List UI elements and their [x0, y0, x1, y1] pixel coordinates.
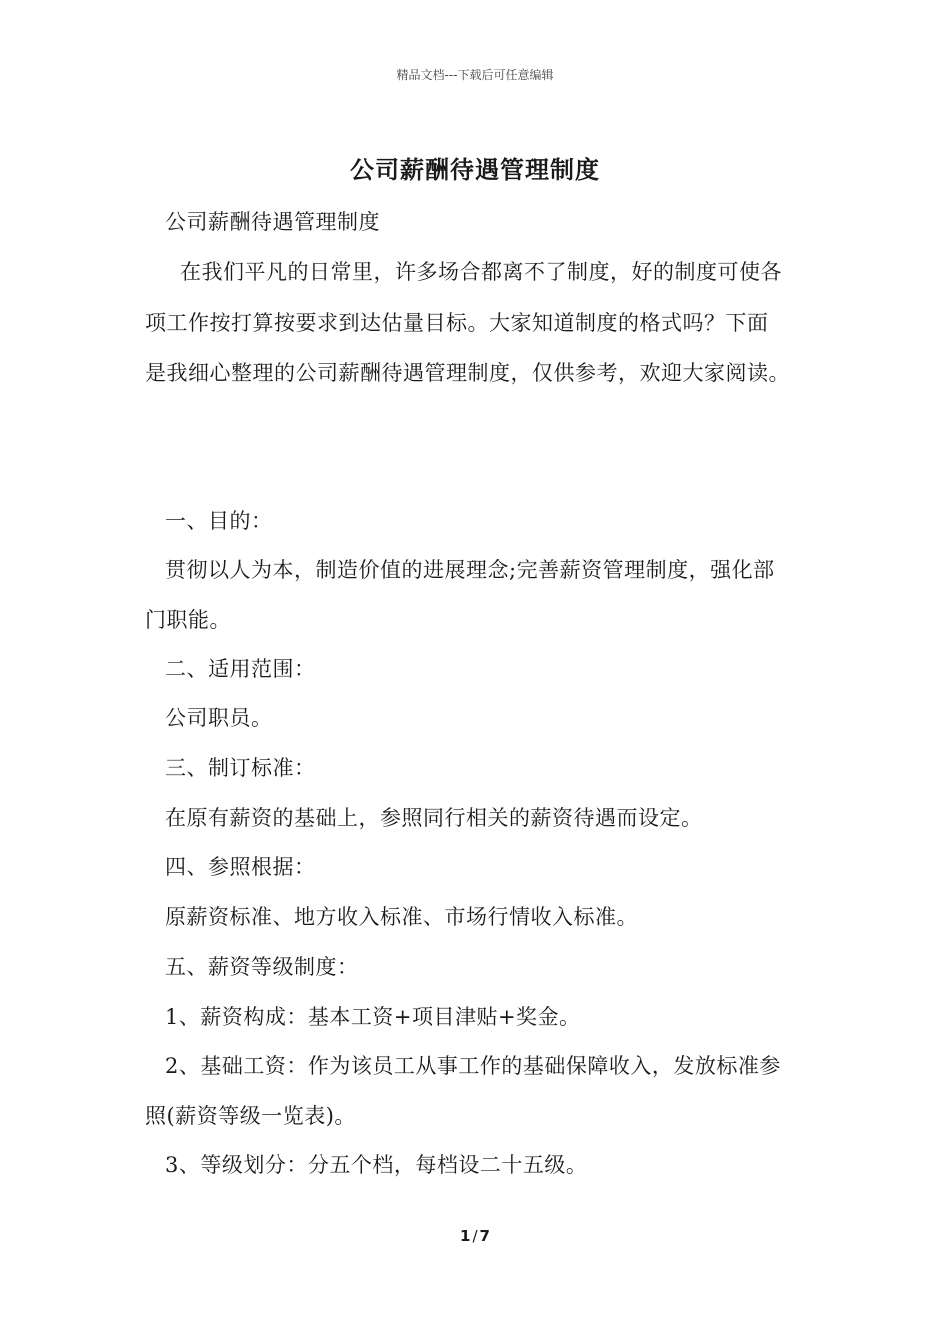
- current-page: 1: [460, 1227, 471, 1245]
- page-number: [0, 1227, 950, 1245]
- section-5-item-2-line-2: 照(薪资等级一览表)。: [145, 1104, 356, 1128]
- section-2-body: 公司职员。: [165, 706, 273, 730]
- intro-line-2: 项工作按打算按要求到达估量目标。大家知道制度的格式吗？下面: [145, 311, 769, 335]
- section-1-body-line-1: 贯彻以人为本，制造价值的进展理念;完善薪资管理制度，强化部: [165, 558, 775, 582]
- section-4-heading: 四、参照根据：: [165, 855, 316, 879]
- intro-line-1: 在我们平凡的日常里，许多场合都离不了制度，好的制度可使各: [180, 260, 782, 284]
- section-5-item-1: 1、薪资构成：基本工资+项目津贴+奖金。: [165, 1005, 581, 1029]
- section-5-item-3: 3、等级划分：分五个档，每档设二十五级。: [165, 1153, 588, 1177]
- section-1-body-line-2: 门职能。: [145, 608, 231, 632]
- intro-line-3: 是我细心整理的公司薪酬待遇管理制度，仅供参考，欢迎大家阅读。: [145, 361, 790, 385]
- page-separator: /: [472, 1227, 478, 1245]
- section-5-heading: 五、薪资等级制度：: [165, 955, 359, 979]
- section-4-body: 原薪资标准、地方收入标准、市场行情收入标准。: [165, 905, 638, 929]
- section-3-heading: 三、制订标准：: [165, 756, 316, 780]
- page-header: 精品文档---下载后可任意编辑: [396, 68, 554, 82]
- document-title: 公司薪酬待遇管理制度: [350, 155, 600, 184]
- section-1-heading: 一、目的：: [165, 509, 273, 533]
- total-pages: 7: [479, 1227, 490, 1245]
- section-2-heading: 二、适用范围：: [165, 657, 316, 681]
- document-subtitle: 公司薪酬待遇管理制度: [165, 210, 380, 234]
- section-3-body: 在原有薪资的基础上，参照同行相关的薪资待遇而设定。: [165, 806, 703, 830]
- section-5-item-2-line-1: 2、基础工资：作为该员工从事工作的基础保障收入，发放标准参: [165, 1054, 781, 1078]
